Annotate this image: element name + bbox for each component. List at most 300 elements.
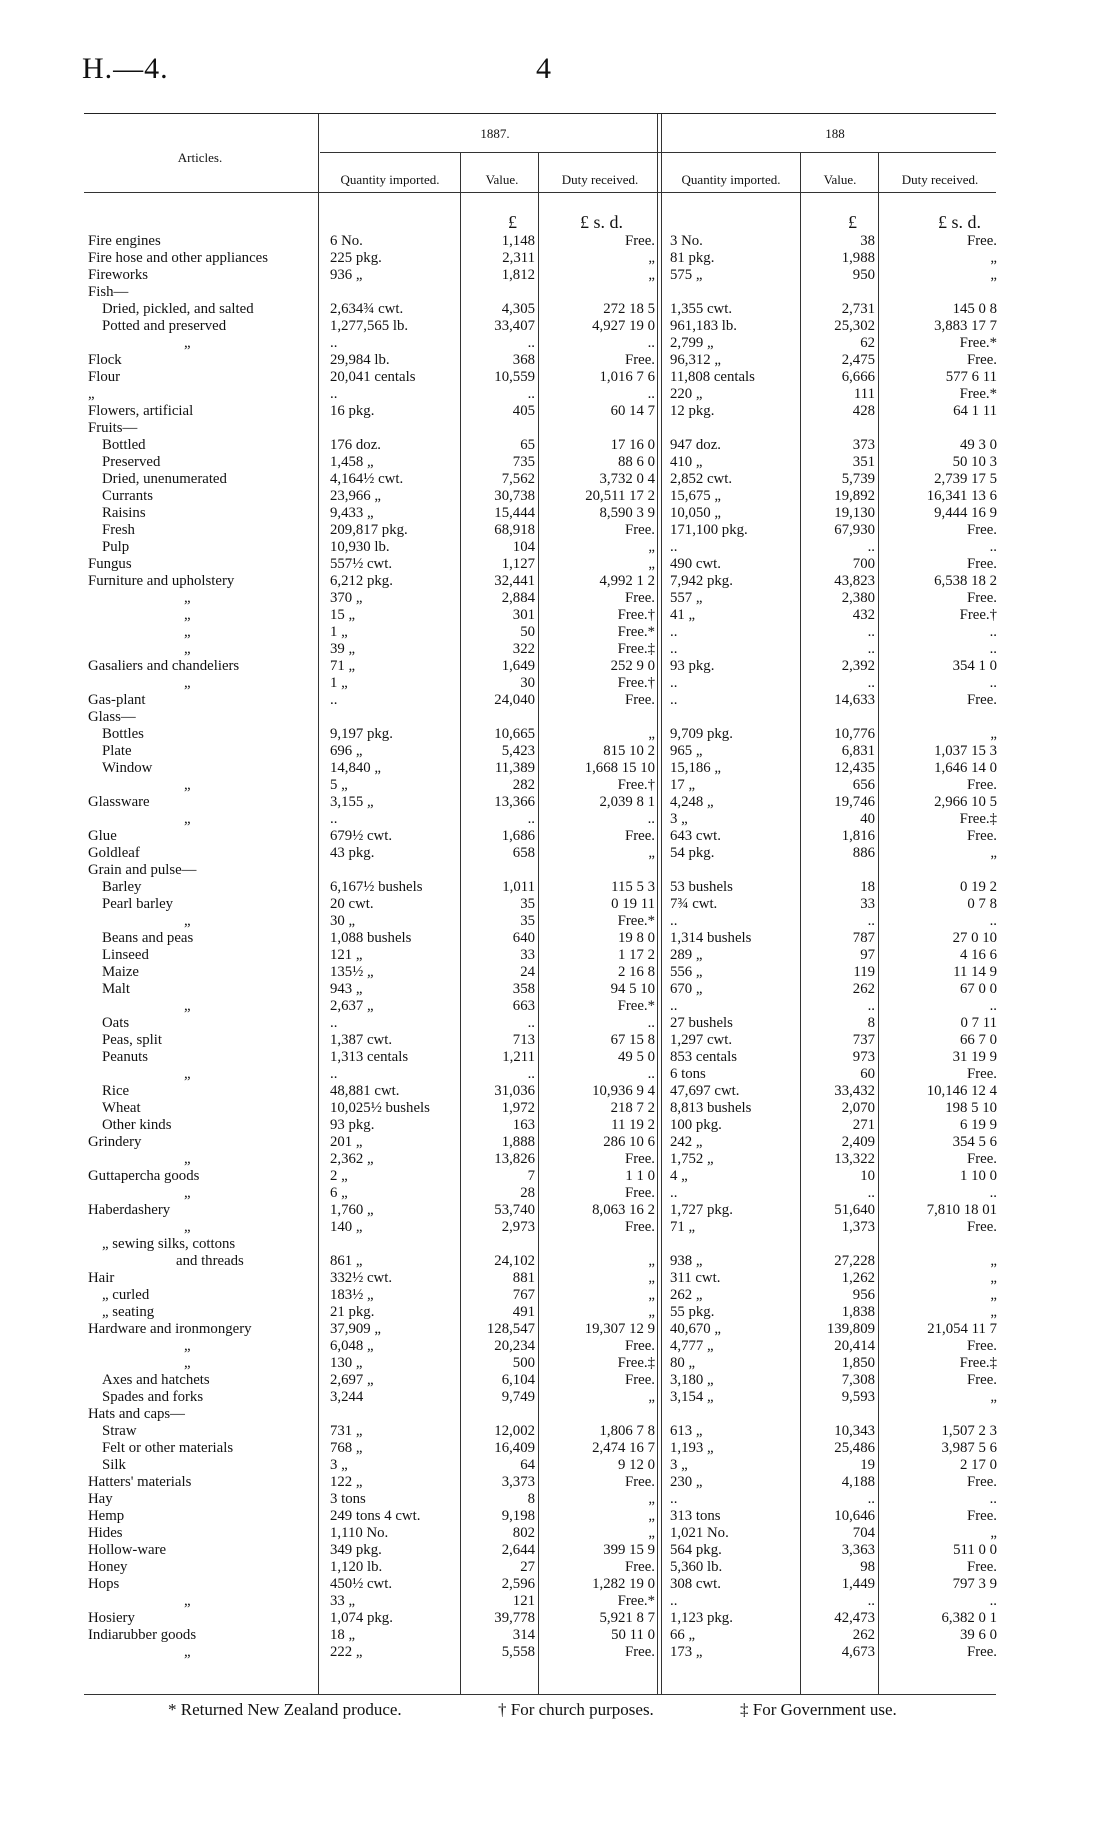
value-1887: 20,234	[494, 1338, 535, 1354]
quantity-1888: 7¾ cwt.	[670, 896, 718, 912]
article-name: Hemp	[88, 1508, 125, 1524]
value-1888: 19	[860, 1457, 875, 1473]
quantity-1887: 4,164½ cwt.	[330, 471, 404, 487]
duty-1887: „	[648, 1491, 655, 1507]
value-1887: 663	[512, 998, 535, 1014]
duty-1887: „	[648, 1253, 655, 1269]
value-1888: 27,228	[834, 1253, 875, 1269]
article-name: Preserved	[102, 454, 161, 470]
duty-1887: 11 19 2	[611, 1117, 655, 1133]
duty-1887: 252 9 0	[610, 658, 655, 674]
quantity-1887: 2 „	[330, 1168, 348, 1184]
duty-1887: 4,992 1 2	[599, 573, 655, 589]
article-name: Hops	[88, 1576, 120, 1592]
table-row	[0, 1559, 1114, 1576]
duty-1888: Free.‡	[959, 1355, 997, 1371]
duty-1887: Free.‡	[617, 641, 655, 657]
table-row	[0, 1355, 1114, 1372]
quantity-1888: 938 „	[670, 1253, 703, 1269]
quantity-1888: ..	[670, 692, 678, 708]
article-name: „	[184, 590, 191, 606]
value-1887: 301	[512, 607, 535, 623]
duty-1887: 19,307 12 9	[584, 1321, 655, 1337]
article-name: Fresh	[102, 522, 135, 538]
quantity-1888: 9,709 pkg.	[670, 726, 733, 742]
article-name: Plate	[102, 743, 132, 759]
header-duty-b: Duty received.	[901, 172, 979, 187]
article-name: Raisins	[102, 505, 146, 521]
quantity-1888: 262 „	[670, 1287, 703, 1303]
quantity-1888: 853 centals	[670, 1049, 737, 1065]
value-1888: ..	[867, 641, 875, 657]
quantity-1887: 183½ „	[330, 1287, 374, 1303]
quantity-1887: 14,840 „	[330, 760, 381, 776]
table-row	[0, 1168, 1114, 1185]
article-name: Oats	[102, 1015, 130, 1031]
value-1887: 32,441	[494, 573, 535, 589]
quantity-1887: 122 „	[330, 1474, 363, 1490]
duty-1888: 27 0 10	[952, 930, 997, 946]
value-1888: ..	[867, 1593, 875, 1609]
value-1888: 111	[853, 386, 875, 402]
value-1888: 67,930	[834, 522, 875, 538]
value-1888: 38	[860, 233, 875, 249]
quantity-1887: 33 „	[330, 1593, 356, 1609]
table-row	[0, 403, 1114, 420]
table-row	[0, 1032, 1114, 1049]
article-name: Grindery	[88, 1134, 142, 1150]
article-name: „	[184, 811, 191, 827]
duty-1887: „	[648, 539, 655, 555]
duty-1888: ..	[989, 1185, 997, 1201]
value-1887: 5,558	[501, 1644, 535, 1660]
value-1887: 24,102	[494, 1253, 535, 1269]
duty-1888: „	[990, 726, 997, 742]
quantity-1888: ..	[670, 539, 678, 555]
quantity-1888: 564 pkg.	[670, 1542, 722, 1558]
article-name: Glue	[88, 828, 117, 844]
table-row	[0, 1542, 1114, 1559]
value-1888: ..	[867, 913, 875, 929]
quantity-1887: 140 „	[330, 1219, 363, 1235]
duty-1888: 1,507 2 3	[941, 1423, 997, 1439]
value-1888: 25,486	[834, 1440, 875, 1456]
article-name: „	[184, 675, 191, 691]
table-row	[0, 1338, 1114, 1355]
value-1888: 33,432	[834, 1083, 875, 1099]
value-1887: 491	[512, 1304, 535, 1320]
table-row	[0, 1270, 1114, 1287]
table-bottom-rule	[84, 1694, 996, 1695]
quantity-1887: 1,088 bushels	[330, 930, 412, 946]
table-row	[0, 1015, 1114, 1032]
value-1887: 35	[520, 896, 535, 912]
duty-1887: Free.*	[617, 624, 655, 640]
quantity-1888: 643 cwt.	[670, 828, 721, 844]
article-name: Hay	[88, 1491, 113, 1507]
value-1887: 368	[512, 352, 535, 368]
value-1888: 1,449	[841, 1576, 875, 1592]
article-name: Fire hose and other appliances	[88, 250, 268, 266]
quantity-1888: 7,942 pkg.	[670, 573, 733, 589]
duty-1887: 49 5 0	[618, 1049, 655, 1065]
quantity-1888: 53 bushels	[670, 879, 733, 895]
article-name: Dried, pickled, and salted	[102, 301, 254, 317]
quantity-1888: 289 „	[670, 947, 703, 963]
value-1887: 500	[512, 1355, 535, 1371]
duty-1888: Free.	[967, 1644, 997, 1660]
quantity-1887: 1,074 pkg.	[330, 1610, 393, 1626]
quantity-1887: 6,167½ bushels	[330, 879, 423, 895]
duty-1887: Free.	[625, 1219, 655, 1235]
duty-1887: „	[648, 1389, 655, 1405]
article-name: Guttapercha goods	[88, 1168, 200, 1184]
table-row	[0, 794, 1114, 811]
duty-1888: Free.†	[959, 607, 997, 623]
value-1887: 27	[520, 1559, 535, 1575]
article-name: Hair	[88, 1270, 115, 1286]
value-1888: 428	[852, 403, 875, 419]
value-1887: 658	[512, 845, 535, 861]
quantity-1887: ..	[330, 386, 338, 402]
duty-1888: 10,146 12 4	[926, 1083, 997, 1099]
article-name: Furniture and upholstery	[88, 573, 235, 589]
value-1888: 973	[852, 1049, 875, 1065]
quantity-1888: 1,314 bushels	[670, 930, 752, 946]
duty-1888: Free.	[967, 1151, 997, 1167]
table-row	[0, 1151, 1114, 1168]
value-1888: 97	[860, 947, 875, 963]
value-1887: 39,778	[494, 1610, 535, 1626]
duty-1888: „	[990, 1525, 997, 1541]
value-1888: 14,633	[834, 692, 875, 708]
header-year-a: 1887.	[480, 126, 510, 141]
article-name: „	[184, 1644, 191, 1660]
quantity-1888: ..	[670, 913, 678, 929]
article-name: „	[184, 1185, 191, 1201]
quantity-1887: 23,966 „	[330, 488, 381, 504]
duty-1887: Free.‡	[617, 1355, 655, 1371]
quantity-1888: 27 bushels	[670, 1015, 733, 1031]
value-1887: 128,547	[486, 1321, 535, 1337]
value-1888: 262	[852, 1627, 875, 1643]
duty-1887: ..	[647, 335, 655, 351]
duty-1887: 399 15 9	[603, 1542, 655, 1558]
duty-1887: Free.†	[617, 675, 655, 691]
value-1888: 18	[860, 879, 875, 895]
quantity-1888: 311 cwt.	[670, 1270, 721, 1286]
article-name: Wheat	[102, 1100, 141, 1116]
article-name: Gas-plant	[88, 692, 146, 708]
quantity-1887: 18 „	[330, 1627, 356, 1643]
duty-1888: „	[990, 1270, 997, 1286]
value-1887: 11,389	[494, 760, 535, 776]
table-row	[0, 505, 1114, 522]
article-name: Gasaliers and chandeliers	[88, 658, 240, 674]
quantity-1888: 1,752 „	[670, 1151, 714, 1167]
quantity-1887: 5 „	[330, 777, 348, 793]
value-1888: 62	[860, 335, 875, 351]
quantity-1887: 9,197 pkg.	[330, 726, 393, 742]
duty-1888: Free.	[967, 352, 997, 368]
article-name: Fruits—	[88, 420, 138, 436]
value-1888: 19,130	[834, 505, 875, 521]
duty-1887: Free.	[625, 1338, 655, 1354]
value-1888: 4,673	[841, 1644, 875, 1660]
value-1888: 700	[852, 556, 875, 572]
duty-1888: Free.	[967, 233, 997, 249]
quantity-1887: 9,433 „	[330, 505, 374, 521]
quantity-1888: 613 „	[670, 1423, 703, 1439]
page-number: 4	[536, 52, 551, 85]
table-row	[0, 1440, 1114, 1457]
value-1888: ..	[867, 539, 875, 555]
value-1888: 60	[860, 1066, 875, 1082]
quantity-1887: 1,760 „	[330, 1202, 374, 1218]
article-name: Hosiery	[88, 1610, 135, 1626]
duty-1887: 286 10 6	[603, 1134, 655, 1150]
value-1887: 68,918	[494, 522, 535, 538]
footnote-government: ‡ For Government use.	[740, 1700, 897, 1719]
value-1887: 1,211	[502, 1049, 535, 1065]
value-1888: 25,302	[834, 318, 875, 334]
quantity-1887: 1 „	[330, 624, 348, 640]
article-name: Fireworks	[88, 267, 149, 283]
duty-1888: „	[990, 250, 997, 266]
quantity-1887: 370 „	[330, 590, 363, 606]
duty-1887: 1 17 2	[618, 947, 655, 963]
table-row	[0, 675, 1114, 692]
units-duty-b: £ s. d.	[938, 212, 982, 232]
value-1888: 10,646	[834, 1508, 875, 1524]
duty-1888: 145 0 8	[952, 301, 997, 317]
table-row	[0, 454, 1114, 471]
value-1888: 42,473	[834, 1610, 875, 1626]
table-row	[0, 573, 1114, 590]
quantity-1887: 121 „	[330, 947, 363, 963]
duty-1888: Free.*	[959, 335, 997, 351]
article-name: „	[184, 913, 191, 929]
quantity-1888: 17 „	[670, 777, 696, 793]
quantity-1888: 41 „	[670, 607, 696, 623]
table-row	[0, 1508, 1114, 1525]
duty-1887: ..	[647, 811, 655, 827]
quantity-1888: 96,312 „	[670, 352, 721, 368]
value-1887: 104	[512, 539, 535, 555]
duty-1888: „	[990, 1389, 997, 1405]
duty-1887: Free.	[625, 1644, 655, 1660]
table-row	[0, 420, 1114, 437]
article-name: Grain and pulse—	[88, 862, 197, 878]
value-1887: 13,366	[494, 794, 535, 810]
quantity-1888: 4,777 „	[670, 1338, 714, 1354]
duty-1888: ..	[989, 913, 997, 929]
duty-1887: Free.	[625, 1151, 655, 1167]
table-row	[0, 726, 1114, 743]
value-1887: 28	[520, 1185, 535, 1201]
duty-1887: ..	[647, 1066, 655, 1082]
article-name: „	[184, 1219, 191, 1235]
duty-1887: Free.	[625, 1559, 655, 1575]
quantity-1887: 130 „	[330, 1355, 363, 1371]
quantity-1887: 3,244	[330, 1389, 364, 1405]
duty-1888: ..	[989, 539, 997, 555]
duty-1888: Free.	[967, 590, 997, 606]
duty-1887: Free.	[625, 522, 655, 538]
duty-1888: 1 10 0	[960, 1168, 997, 1184]
quantity-1888: 1,021 No.	[670, 1525, 729, 1541]
quantity-1888: ..	[670, 675, 678, 691]
value-1887: 35	[520, 913, 535, 929]
quantity-1887: 1,120 lb.	[330, 1559, 383, 1575]
quantity-1888: 12 pkg.	[670, 403, 715, 419]
value-1888: 9,593	[841, 1389, 875, 1405]
quantity-1887: 6,212 pkg.	[330, 573, 393, 589]
quantity-1887: 2,634¾ cwt.	[330, 301, 404, 317]
table-row	[0, 862, 1114, 879]
duty-1888: Free.	[967, 556, 997, 572]
duty-1888: ..	[989, 1593, 997, 1609]
quantity-1888: 100 pkg.	[670, 1117, 722, 1133]
duty-1888: 7,810 18 01	[926, 1202, 997, 1218]
duty-1887: „	[648, 250, 655, 266]
value-1888: 886	[852, 845, 875, 861]
header-value-a: Value.	[485, 172, 519, 187]
header-articles: Articles.	[177, 150, 223, 165]
table-top-rule	[84, 113, 996, 114]
quantity-1887: 2,362 „	[330, 1151, 374, 1167]
quantity-1887: 3 „	[330, 1457, 348, 1473]
duty-1887: „	[648, 1508, 655, 1524]
quantity-1888: 93 pkg.	[670, 658, 715, 674]
units-duty-a: £ s. d.	[580, 212, 624, 232]
value-1888: ..	[867, 998, 875, 1014]
article-name: „	[184, 335, 191, 351]
quantity-1888: 40,670 „	[670, 1321, 721, 1337]
table-row	[0, 1134, 1114, 1151]
header-quantity-b: Quantity imported.	[681, 172, 781, 187]
value-1887: 713	[512, 1032, 535, 1048]
quantity-1888: 47,697 cwt.	[670, 1083, 740, 1099]
duty-1887: Free.*	[617, 913, 655, 929]
value-1887: 12,002	[494, 1423, 535, 1439]
article-name: Fungus	[88, 556, 132, 572]
value-1888: 20,414	[834, 1338, 875, 1354]
duty-1887: 115 5 3	[611, 879, 655, 895]
value-1887: 282	[512, 777, 535, 793]
quantity-1887: 10,025½ bushels	[330, 1100, 430, 1116]
value-1888: 3,363	[841, 1542, 875, 1558]
duty-1888: 66 7 0	[960, 1032, 997, 1048]
value-1887: 10,665	[494, 726, 535, 742]
duty-1887: „	[648, 267, 655, 283]
duty-1888: 1,037 15 3	[934, 743, 997, 759]
quantity-1888: 80 „	[670, 1355, 696, 1371]
table-row	[0, 641, 1114, 658]
article-name: Rice	[102, 1083, 130, 1099]
duty-1887: Free.	[625, 352, 655, 368]
value-1887: 10,559	[494, 369, 535, 385]
duty-1887: Free.	[625, 590, 655, 606]
value-1888: 7,308	[841, 1372, 875, 1388]
quantity-1887: 30 „	[330, 913, 356, 929]
duty-1887: „	[648, 1304, 655, 1320]
quantity-1888: 961,183 lb.	[670, 318, 737, 334]
quantity-1888: 670 „	[670, 981, 703, 997]
quantity-1888: 1,727 pkg.	[670, 1202, 733, 1218]
value-1888: ..	[867, 675, 875, 691]
duty-1888: 49 3 0	[960, 437, 997, 453]
quantity-1888: 230 „	[670, 1474, 703, 1490]
quantity-1888: 410 „	[670, 454, 703, 470]
quantity-1887: 2,637 „	[330, 998, 374, 1014]
value-1888: 5,739	[841, 471, 875, 487]
duty-1888: Free.	[967, 692, 997, 708]
duty-1888: 4 16 6	[960, 947, 997, 963]
quantity-1888: 1,297 cwt.	[670, 1032, 733, 1048]
quantity-1887: 10,930 lb.	[330, 539, 390, 555]
quantity-1888: 171,100 pkg.	[670, 522, 748, 538]
duty-1887: 2,039 8 1	[599, 794, 655, 810]
value-1888: 787	[852, 930, 875, 946]
value-1887: 13,826	[494, 1151, 535, 1167]
article-name: Glass—	[88, 709, 136, 725]
quantity-1888: 242 „	[670, 1134, 703, 1150]
quantity-1887: 6,048 „	[330, 1338, 374, 1354]
quantity-1888: 4 „	[670, 1168, 688, 1184]
duty-1887: 94 5 10	[610, 981, 655, 997]
value-1888: 1,262	[841, 1270, 875, 1286]
quantity-1887: 29,984 lb.	[330, 352, 390, 368]
table-row	[0, 590, 1114, 607]
duty-1888: Free.	[967, 1559, 997, 1575]
table-row	[0, 1253, 1114, 1270]
duty-1888: 797 3 9	[952, 1576, 997, 1592]
duty-1888: 3,883 17 7	[934, 318, 997, 334]
quantity-1888: 490 cwt.	[670, 556, 721, 572]
quantity-1887: 15 „	[330, 607, 356, 623]
duty-1888: 354 1 0	[952, 658, 997, 674]
article-name: Flour	[88, 369, 121, 385]
table-row	[0, 896, 1114, 913]
table-row	[0, 1066, 1114, 1083]
table-row	[0, 845, 1114, 862]
duty-1887: 8,590 3 9	[599, 505, 655, 521]
article-name: Linseed	[102, 947, 149, 963]
duty-1887: 272 18 5	[603, 301, 655, 317]
duty-1887: 1 1 0	[625, 1168, 655, 1184]
value-1887: 1,148	[501, 233, 535, 249]
quantity-1887: 43 pkg.	[330, 845, 375, 861]
quantity-1888: 1,355 cwt.	[670, 301, 733, 317]
table-row	[0, 1593, 1114, 1610]
value-1887: 16,409	[494, 1440, 535, 1456]
value-1888: ..	[867, 1185, 875, 1201]
article-name: „	[184, 1355, 191, 1371]
table-row	[0, 1474, 1114, 1491]
quantity-1887: 349 pkg.	[330, 1542, 382, 1558]
table-row	[0, 1100, 1114, 1117]
value-1888: 1,816	[841, 828, 875, 844]
duty-1888: Free.	[967, 828, 997, 844]
duty-1888: 0 19 2	[960, 879, 997, 895]
value-1887: 1,812	[501, 267, 535, 283]
article-name: Hides	[88, 1525, 123, 1541]
value-1888: 2,380	[841, 590, 875, 606]
quantity-1887: 93 pkg.	[330, 1117, 375, 1133]
duty-1887: 10,936 9 4	[592, 1083, 655, 1099]
quantity-1888: 556 „	[670, 964, 703, 980]
